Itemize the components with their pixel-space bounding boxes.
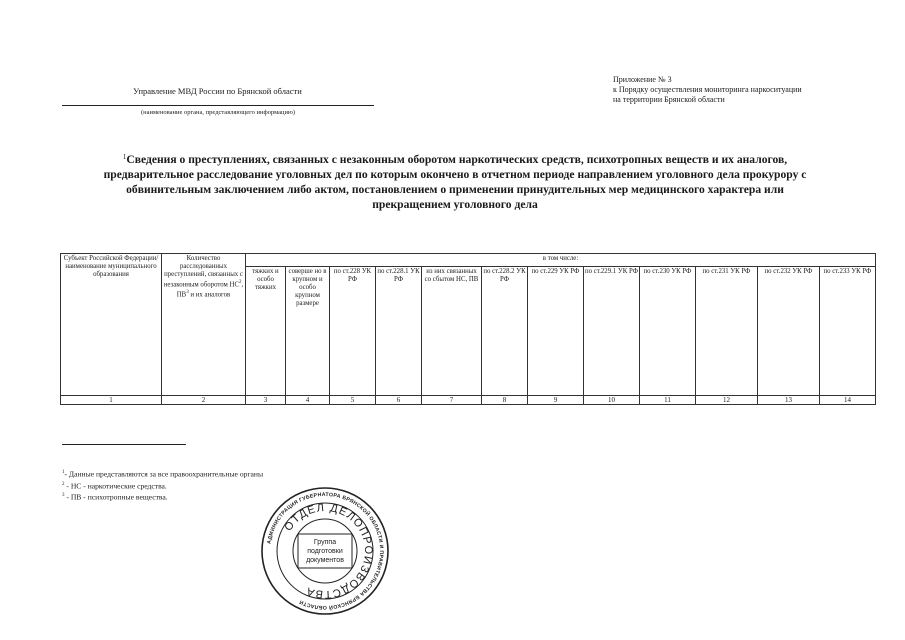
organization-name: Управление МВД России по Брянской области	[133, 86, 302, 96]
official-stamp	[260, 486, 390, 616]
column-number: 3	[246, 396, 286, 405]
footnote-item: $^3$ - ПВ - психотропные вещества.	[62, 492, 168, 502]
svg-text:Группаподготовкидокументов: Группа подготовки документов	[306, 539, 344, 564]
organization-caption: (наименование органа, представляющего информацию)	[140, 109, 296, 116]
footnote-item: $^2$ - НС - наркотические средства.	[62, 481, 167, 491]
subheader-art-232: по ст.232 УК РФ	[758, 267, 820, 396]
subheader-art-233: по ст.233 УК РФ	[820, 267, 876, 396]
column-number: 2	[162, 396, 246, 405]
report-table	[60, 253, 876, 405]
column-number: 4	[286, 396, 330, 405]
subheader-art-229-1: по ст.229.1 УК РФ	[584, 267, 640, 396]
subheader-art-228-2: по ст.228.2 УК РФ	[482, 267, 528, 396]
subheader-grave: тяжких и особо тяжких	[246, 267, 286, 396]
column-number: 7	[422, 396, 482, 405]
header-subject: Субъект Российской Федерации/ наименование муниципального образования	[61, 254, 162, 396]
title-footnote-marker: 1	[122, 153, 127, 161]
subheader-sale-related: из них связанных со сбытом НС, ПВ	[422, 267, 482, 396]
organization-underline	[62, 105, 374, 106]
appendix-line-2: к Порядку осуществления мониторинга наркоситуации	[613, 85, 802, 94]
subheader-art-228-1: по ст.228.1 УК РФ	[376, 267, 422, 396]
subheader-art-229: по ст.229 УК РФ	[528, 267, 584, 396]
column-number: 6	[376, 396, 422, 405]
column-number: 12	[696, 396, 758, 405]
svg-text:ОТДЕЛ ДЕЛОПРОИЗВОДСТВА: ОТДЕЛ ДЕЛОПРОИЗВОДСТВА	[282, 501, 375, 601]
column-number: 13	[758, 396, 820, 405]
footnote-item: $^1$- Данные представляются за все правоохранительные органы	[62, 469, 264, 479]
subheader-art-228: по ст.228 УК РФ	[330, 267, 376, 396]
column-number: 14	[820, 396, 876, 405]
appendix-block	[613, 75, 873, 105]
document-title	[95, 150, 815, 212]
subheader-large-scale: соверше но в крупном и особо крупном размере	[286, 267, 330, 396]
subheader-art-231: по ст.231 УК РФ	[696, 267, 758, 396]
column-number: 11	[640, 396, 696, 405]
appendix-line-1: Приложение № 3	[613, 75, 672, 84]
column-number: 10	[584, 396, 640, 405]
column-number: 5	[330, 396, 376, 405]
column-number: 8	[482, 396, 528, 405]
footnote-separator	[62, 444, 186, 445]
header-including-group: в том числе:	[246, 254, 876, 267]
subheader-art-230: по ст.230 УК РФ	[640, 267, 696, 396]
column-number: 1	[61, 396, 162, 405]
column-number-row	[61, 396, 876, 405]
column-number: 9	[528, 396, 584, 405]
svg-text:АДМИНИСТРАЦИЯ ГУБЕРНАТОРА БРЯН: АДМИНИСТРАЦИЯ ГУБЕРНАТОРА БРЯНСКОЙ ОБЛАСТИ И ПРАВИТЕЛЬСТВА БРЯНСКОЙ ОБЛАСТИ	[266, 491, 385, 611]
title-text: Сведения о преступлениях, связанных с незаконным оборотом наркотических средств, психотропных веществ и их аналогов, предварительное расследование уголовных дел по которым окончено в отчетном периоде направлением уголовного дела прокурору с обвинительным заключением либо актом, постановлением о применении принудительных мер медицинского характера или прекращением уголовного дела	[103, 153, 807, 211]
appendix-line-3: на территории Брянской области	[613, 95, 725, 104]
header-crime-count: Количество расследованных преступлений, связанных с незаконным оборотом $НС^2$, $ПВ^3$ и их аналогов	[162, 254, 246, 396]
